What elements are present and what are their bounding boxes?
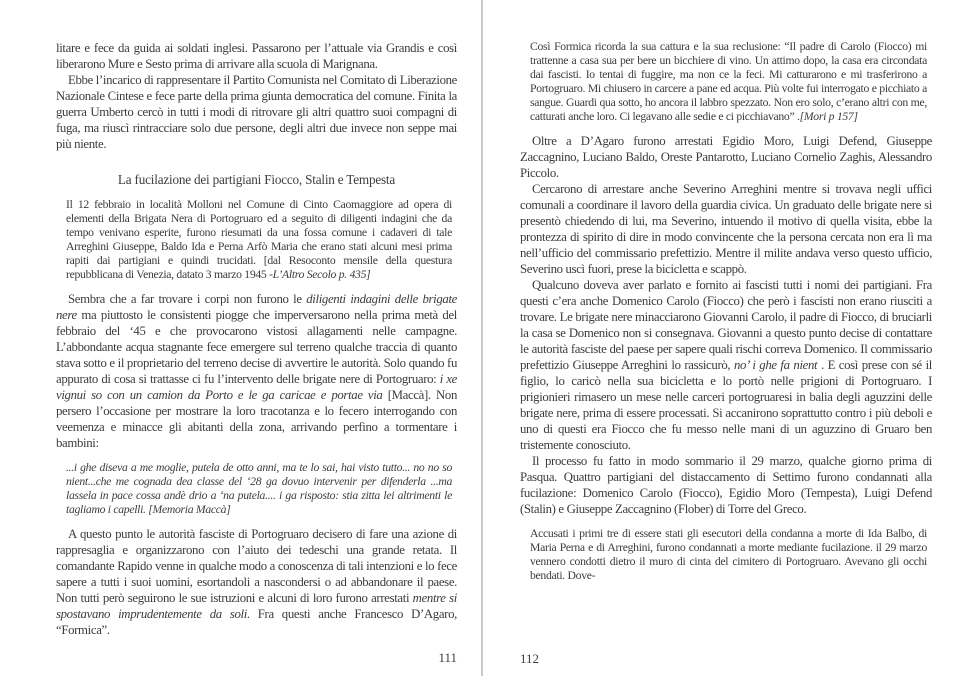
quote-block — [530, 40, 927, 124]
page-divider — [481, 0, 483, 676]
page-number-left: 111 — [438, 650, 457, 665]
text-run: Il processo fu fatto in modo sommario il 29 marzo, qualche giorno prima di Pasqua. Quattro partigiani del distaccamento di Settimo furono condannati alla fucilazione: Domenico Carolo (Fiocco), Egidio Moro (Tempesta), Luigi Defend (Stalin) e Giuseppe Zaccagnino (Flober) di Torre del Greco. — [520, 454, 932, 516]
body-paragraph — [520, 453, 932, 517]
quote-block — [530, 527, 927, 583]
text-run: mentre si spostavano imprudentemente da soli — [56, 591, 457, 621]
section-heading — [62, 172, 451, 188]
right-page — [520, 40, 932, 654]
text-run: diligenti indagini delle brigate nere — [56, 292, 457, 322]
text-run: L’Altro Secolo p. 435] — [272, 268, 371, 281]
text-run: Accusati i primi tre di essere stati gli esecutori della condanna a morte di Ida Balbo, di Maria Perna e di Arreghini, furono condannati a morte mediante fucilazione. il 29 marzo vennero condotti dietro il muro di cinta del cimitero di Portogruaro. Avevano gli occhi bendati. Dove- — [530, 527, 927, 582]
text-run: [Mori p 157] — [799, 110, 858, 123]
text-run: Il 12 febbraio in località Molloni nel Comune di Cinto Caomaggiore ad opera di elementi della Brigata Nera di Portogruaro ed a seguito di diligenti indagini che da tempo venivano esperite, furono riesumati da una fossa comune i cadaveri di tale Arreghini Giuseppe, Baldo Ida e Perna Arfò Maria che erano stati alcuni mesi prima rapiti dai partigiani e quindi trucidati. [dal Resoconto mensile della questura repubblicana di Venezia, datato 3 marzo 1945 - — [66, 198, 452, 281]
left-page — [56, 40, 457, 654]
text-run: litare e fece da guida ai soldati inglesi. Passarono per l’attuale via Grandis e così liberarono Mure e Sesto prima di arrivare alla scuola di Marignana. — [56, 41, 457, 71]
text-run: Oltre a D’Agaro furono arrestati Egidio Moro, Luigi Defend, Giuseppe Zaccagnino, Luciano Baldo, Oreste Pantarotto, Luciano Cornelio Zaghis, Alessandro Piccolo. — [520, 134, 932, 180]
text-run: . E così prese con sé il figlio, lo caricò nella sua bicicletta e lo portò nelle prigioni di Portogruaro. I prigionieri rimasero un mese nelle carceri portogruaresi in balia degli aguzzini delle brigate nere, prima di essere processati. Si accanirono soprattutto contro i più deboli e uno di questi era Fiocco che fu messo nelle mani di un aguzzino di Gruaro ben tristemente conosciuto. — [520, 358, 932, 452]
body-paragraph — [520, 277, 932, 453]
text-run: Così Formica ricorda la sua cattura e la sua reclusione: “Il padre di Carolo (Fiocco) mi trattenne a casa sua per bere un bicchiere di vino. Un attimo dopo, la casa era circondata dai fascisti. Io tentai di fuggire, ma non ce la feci. Mi catturarono e mi trasferirono a Portogruaro. Mi chiusero in carcere a pane ed acqua. Più volte fui interrogato e picchiato a sangue. Guardi qua sotto, ho ancora il labbro spezzato. Non ero solo, c’erano altri con me, catturati anche loro. Ci legavano alle sedie e ci picchiavano” . — [530, 40, 927, 123]
page-number-right: 112 — [520, 651, 540, 666]
text-run: no’ i ghe fa nient — [734, 358, 818, 372]
body-paragraph — [520, 181, 932, 277]
text-run: ma piuttosto le consistenti piogge che imperversarono nella prima metà del febbraio del ‘45 e che provocarono vistosi allagamenti nelle campagne. L’abbondante acqua stagnante fece emergere sul terreno qualche traccia di quanto stava sotto e il proprietario del terreno decise di avvertire le autorità. Solo quando fu appurato di cosa si trattasse ci fu l’intervento delle brigate nere di Portogruaro: — [56, 308, 457, 386]
body-paragraph — [56, 72, 457, 152]
text-run: Sembra che a far trovare i corpi non furono le — [68, 292, 307, 306]
text-run: ...i ghe diseva a me moglie, putela de otto anni, ma te lo sai, hai visto tutto... no no so nient...che me cognada dea classe del ‘28 ga dovuo intervenir per difenderla ...ma lassela in pace cossa andè drio a ‘na putela.... i ga risposto: stia zitta lei altrimenti le tagliamo i capelli. [Memoria Maccà] — [66, 461, 452, 516]
quote-block — [66, 198, 452, 282]
text-run: La fucilazione dei partigiani Fiocco, Stalin e Tempesta — [117, 172, 396, 187]
text-run: [Maccà]. Non persero l’occasione per mostrare la loro tracotanza e lo fecero interrogando con veemenza e minacce gli abitanti della zona, arrivando perfino a tormentare i bambini: — [56, 388, 457, 450]
text-run: Cercarono di arrestare anche Severino Arreghini mentre si trovava negli uffici comunali a coordinare il lavoro della guardia civica. Un graduato delle brigate nere si presentò chiedendo di lui, ma Severino, intuendo il motivo di quella visita, ebbe la prontezza di spirito di dire in modo convincente che la persona cercata non era lì ma nell’ufficio del commissario prefettizio. Mentre il milite andava verso questo ufficio, Severino uscì fuori, prese la bicicletta e scappò. — [520, 182, 932, 276]
text-run: i xe vignui so con un camion da Porto e le ga caricae e portae via — [56, 372, 457, 402]
body-paragraph — [520, 133, 932, 181]
text-run: . Fra questi anche Francesco D’Agaro, “Formica”. — [56, 607, 457, 637]
body-paragraph — [56, 291, 457, 451]
quote-block — [66, 461, 452, 517]
text-run: Qualcuno doveva aver parlato e fornito ai fascisti tutti i nomi dei partigiani. Fra questi c’era anche Domenico Carolo (Fiocco) che però i fascisti non erano riusciti a trovare. Le brigate nere minacciarono Giovanni Carolo, il padre di Fiocco, di bruciarli la casa se Domenico non si consegnava. Giovanni a questo punto decise di contattare le autorità fasciste del paese per sapere quali rischi correva Domenico. Il commissario prefettizio Giuseppe Arreghini lo rassicurò, — [520, 278, 932, 372]
body-paragraph — [56, 40, 457, 72]
text-run: A questo punto le autorità fasciste di Portogruaro decisero di fare una azione di rappresaglia e organizzarono con l’aiuto dei tedeschi una grande retata. Il comandante Rapido venne in qualche modo a conoscenza di tali intenzioni e lo fece sapere a tutti i suoi uomini, esortandoli a nascondersi o ad abbandonare il paese. Non tutti però seguirono le sue istruzioni e alcuni di loro furono arrestati — [56, 527, 457, 605]
body-paragraph — [56, 526, 457, 638]
text-run: Ebbe l’incarico di rappresentare il Partito Comunista nel Comitato di Liberazione Nazionale Cintese e fece parte della prima giunta democratica del comune. Finita la guerra Umberto cercò in tutti i modi di ritrovare gli altri quattro suoi compagni di fuga, ma riuscì rintracciare solo due persone, degli altri due invece non seppe mai più niente. — [56, 73, 457, 151]
